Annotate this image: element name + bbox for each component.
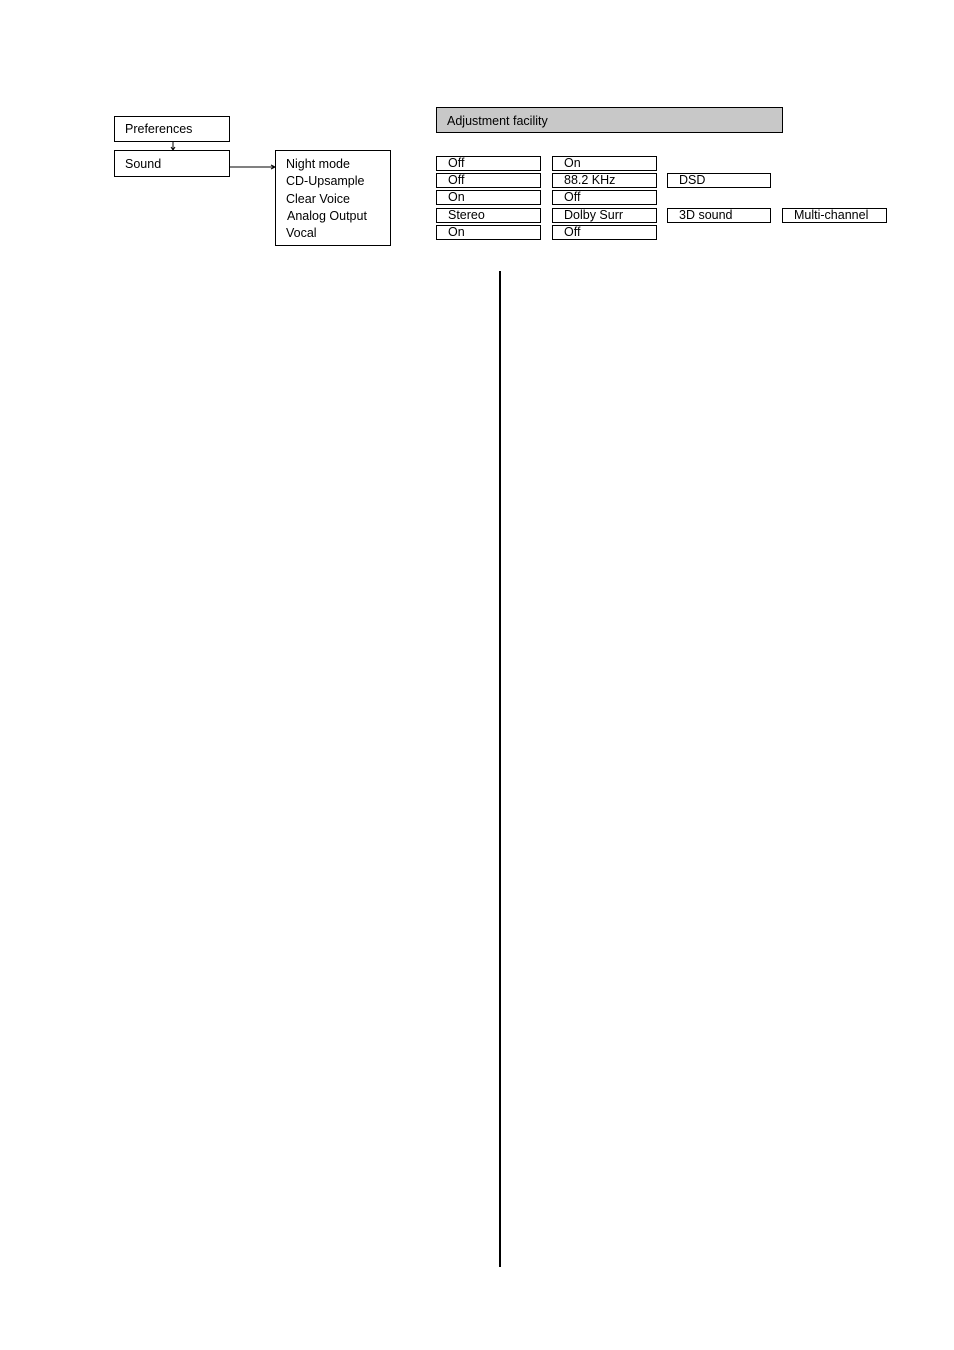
option-cd-upsample-off[interactable] bbox=[436, 173, 541, 188]
option-analog-output-3d-sound[interactable] bbox=[667, 208, 771, 223]
option-vocal-off[interactable] bbox=[552, 225, 657, 240]
option-label: On bbox=[448, 225, 465, 239]
option-cd-upsample-dsd[interactable] bbox=[667, 173, 771, 188]
option-analog-output-dolby-surr[interactable] bbox=[552, 208, 657, 223]
submenu-item-cd-upsample[interactable]: CD-Upsample bbox=[286, 174, 365, 188]
adjustment-facility-header bbox=[436, 107, 783, 133]
option-cd-upsample-88k[interactable] bbox=[552, 173, 657, 188]
submenu-item-vocal[interactable]: Vocal bbox=[286, 226, 317, 240]
submenu-item-clear-voice[interactable]: Clear Voice bbox=[286, 192, 350, 206]
preferences-label: Preferences bbox=[125, 121, 193, 136]
option-label: On bbox=[564, 156, 581, 170]
option-night-mode-off[interactable] bbox=[436, 156, 541, 171]
option-label: Multi-channel bbox=[794, 208, 869, 222]
option-label: 88.2 KHz bbox=[564, 173, 616, 187]
submenu-item-night-mode[interactable]: Night mode bbox=[286, 157, 350, 171]
option-vocal-on[interactable] bbox=[436, 225, 541, 240]
option-label: On bbox=[448, 190, 465, 204]
option-label: 3D sound bbox=[679, 208, 733, 222]
option-label: Off bbox=[448, 156, 465, 170]
option-analog-output-multi-channel[interactable] bbox=[782, 208, 887, 223]
adjustment-facility-title: Adjustment facility bbox=[447, 114, 548, 128]
option-analog-output-stereo[interactable] bbox=[436, 208, 541, 223]
sound-label: Sound bbox=[125, 156, 162, 171]
option-label: Stereo bbox=[448, 208, 485, 222]
option-label: DSD bbox=[679, 173, 706, 187]
option-label: Off bbox=[564, 190, 581, 204]
submenu-item-analog-output[interactable]: Analog Output bbox=[287, 209, 367, 223]
option-clear-voice-on[interactable] bbox=[436, 190, 541, 205]
option-label: Off bbox=[564, 225, 581, 239]
option-night-mode-on[interactable] bbox=[552, 156, 657, 171]
column-divider bbox=[499, 271, 501, 1267]
sound-submenu bbox=[275, 150, 391, 246]
option-label: Dolby Surr bbox=[564, 208, 624, 222]
option-clear-voice-off[interactable] bbox=[552, 190, 657, 205]
option-label: Off bbox=[448, 173, 465, 187]
